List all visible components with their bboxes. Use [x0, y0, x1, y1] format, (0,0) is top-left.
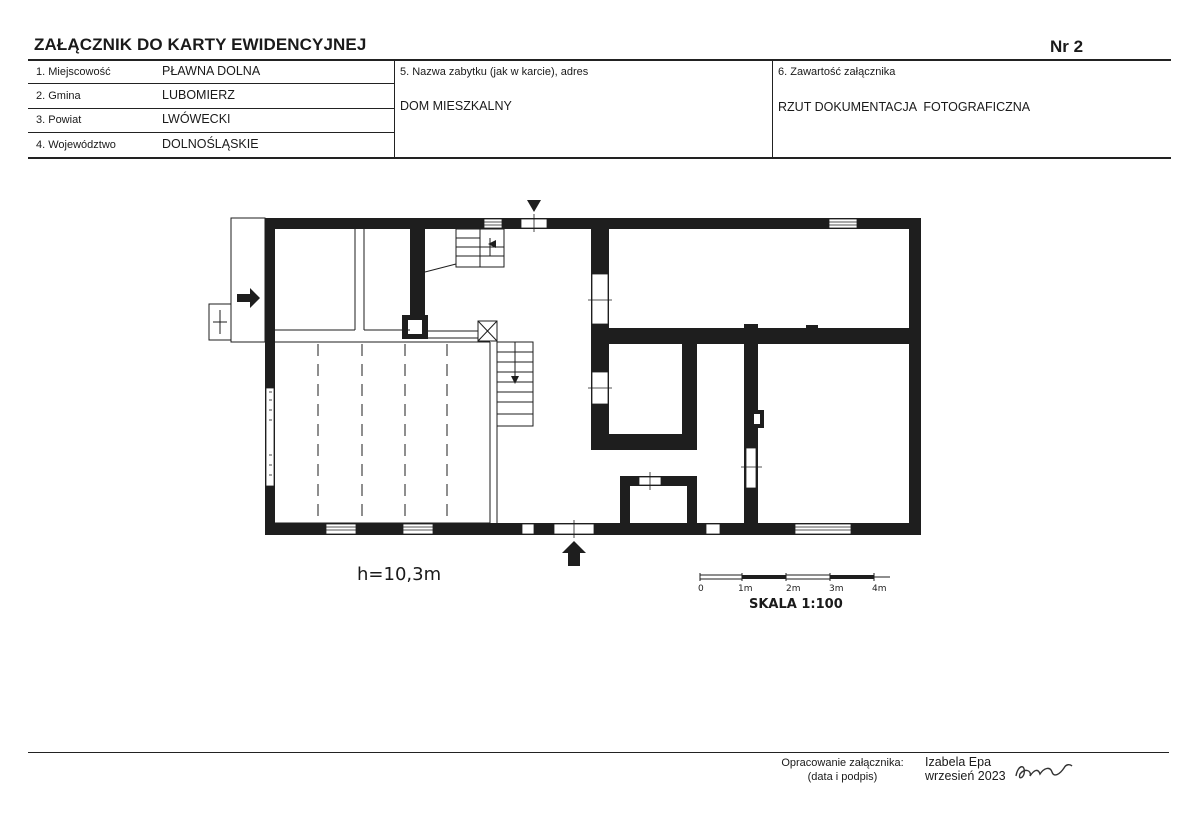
field-value-commune: LUBOMIERZ — [162, 88, 235, 102]
scale-tick-0: 0 — [698, 584, 704, 594]
document-title: ZAŁĄCZNIK DO KARTY EWIDENCYJNEJ — [34, 35, 367, 54]
field-value-county: LWÓWECKI — [162, 112, 231, 126]
table-column-divider — [772, 60, 773, 158]
scale-tick-2: 2m — [786, 584, 801, 594]
table-bottom-rule — [28, 157, 1171, 159]
field-label-voivodeship: 4. Województwo — [36, 139, 116, 151]
scale-tick-1: 1m — [738, 584, 753, 594]
field-label-commune: 2. Gmina — [36, 90, 81, 102]
field-value-voivodeship: DOLNOŚLĄSKIE — [162, 137, 259, 151]
signature — [1012, 758, 1074, 784]
footer-prepared-sublabel: (data i podpis) — [807, 771, 878, 783]
footer-date: wrzesień 2023 — [925, 769, 1006, 783]
footer-rule — [28, 752, 1169, 753]
scale-label: SKALA 1:100 — [749, 597, 843, 612]
table-top-rule — [28, 59, 1171, 61]
table-row-divider — [28, 108, 394, 109]
building-height-label: h=10,3m — [357, 564, 442, 585]
field-label-locality: 1. Miejscowość — [36, 66, 111, 78]
field-value-locality: PŁAWNA DOLNA — [162, 64, 261, 78]
scale-tick-3: 3m — [829, 584, 844, 594]
table-row-divider — [28, 83, 394, 84]
footer-author: Izabela Epa — [925, 755, 992, 769]
monument-label: 5. Nazwa zabytku (jak w karcie), adres — [400, 66, 589, 78]
monument-value: DOM MIESZKALNY — [400, 99, 512, 113]
footer-author-block — [925, 755, 1006, 783]
attachment-number: Nr 2 — [1050, 37, 1084, 56]
scale-bar — [690, 571, 900, 595]
floor-plan-drawing — [195, 190, 935, 575]
contents-label: 6. Zawartość załącznika — [778, 66, 896, 78]
scale-tick-4: 4m — [872, 584, 887, 594]
table-row-divider — [28, 132, 394, 133]
contents-value: RZUT DOKUMENTACJA FOTOGRAFICZNA — [778, 100, 1031, 114]
footer-prepared-block — [770, 756, 915, 784]
footer-prepared-label: Opracowanie załącznika: — [781, 757, 904, 769]
table-column-divider — [394, 60, 395, 158]
field-label-county: 3. Powiat — [36, 114, 82, 126]
